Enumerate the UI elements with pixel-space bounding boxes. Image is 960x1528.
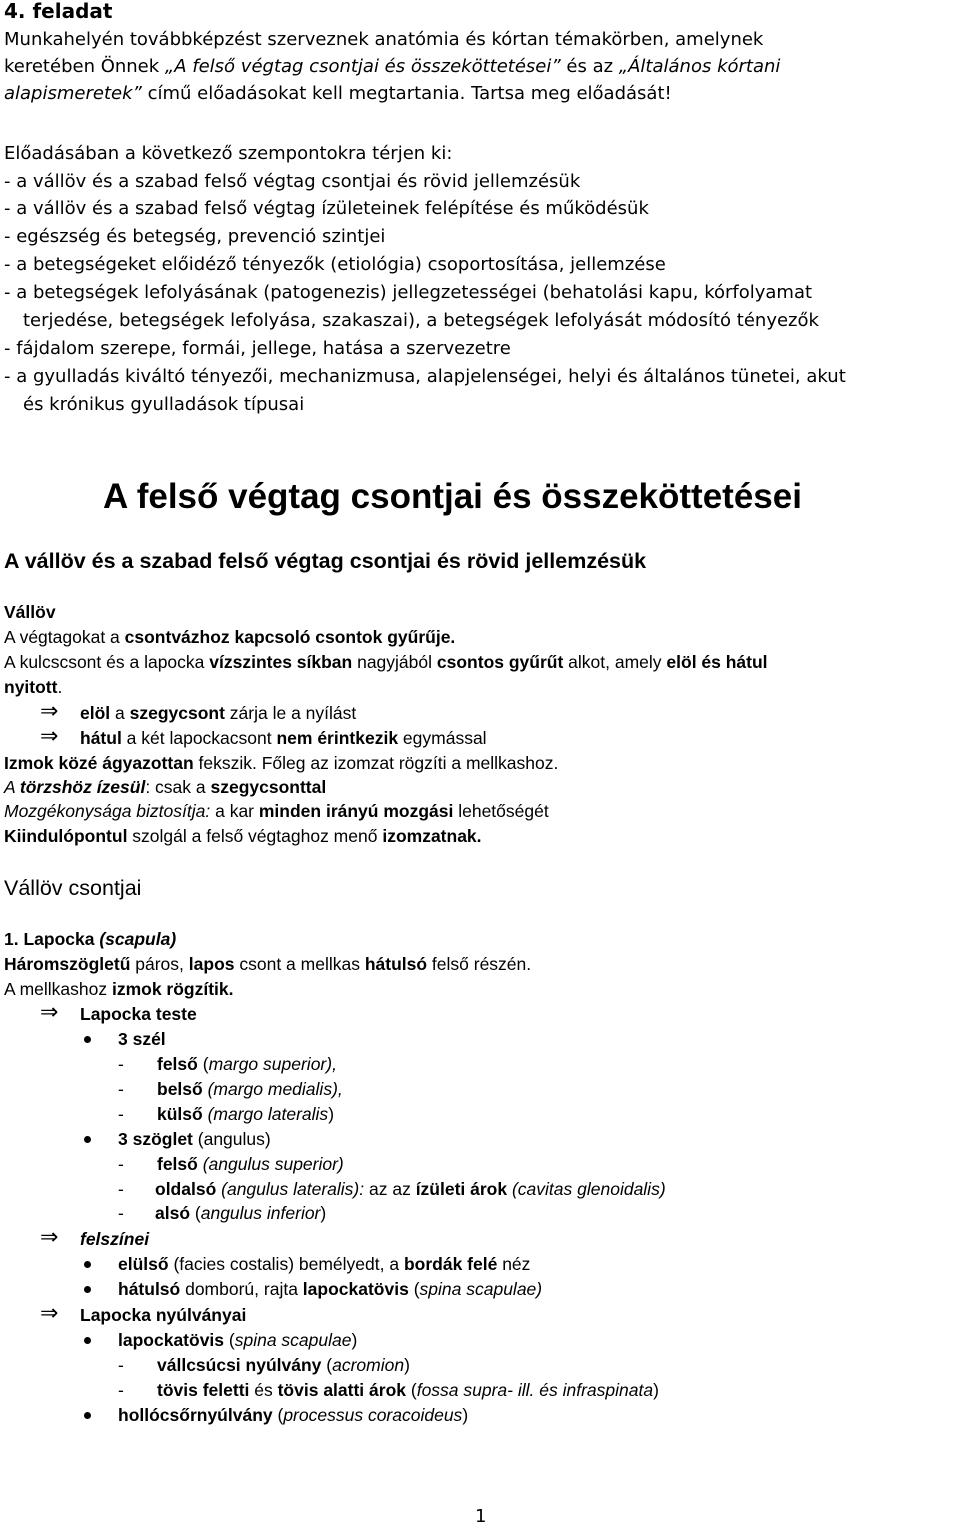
bullet-item: 3 szöglet (angulus) (118, 1129, 271, 1149)
para-line: Mozgékonysága biztosítja: a kar minden irányú mozgási lehetőségét (4, 801, 549, 821)
point-item: - fájdalom szerepe, formái, jellege, hatása a szervezetre (4, 338, 511, 359)
para-line: A törzshöz ízesül: csak a szegycsonttal (4, 777, 327, 797)
arrow-bullet-icon: ⇒ (40, 1000, 59, 1025)
dash-item: belső (margo medialis), (157, 1079, 343, 1099)
para-line: Háromszögletű páros, lapos csont a mellkas hátulsó felső részén. (4, 954, 532, 974)
point-item: - a betegségeket előidéző tényezők (etiológia) csoportosítása, jellemzése (4, 254, 666, 275)
bullet-dot-icon (84, 1337, 91, 1344)
arrow-bullet-icon: ⇒ (40, 699, 59, 724)
point-item: - a betegségek lefolyásának (patogenezis) jellegzetességei (behatolási kapu, kórfolyamat (4, 282, 813, 303)
dash-item: alsó (angulus inferior) (155, 1203, 327, 1223)
intro-line-1: Munkahelyén továbbképzést szerveznek anatómia és kórtan témakörben, amelynek (4, 29, 764, 50)
arrow-item: elöl a szegycsont zárja le a nyílást (80, 703, 357, 723)
bullet-item: elülső (facies costalis) bemélyedt, a bordák felé néz (118, 1254, 531, 1274)
task-heading: 4. feladat (4, 0, 113, 23)
dash-item: tövis feletti és tövis alatti árok (fossa supra- ill. és infraspinata) (157, 1380, 659, 1400)
point-item: - a gyulladás kiváltó tényezői, mechanizmusa, alapjelenségei, helyi és általános tünetei, akut (4, 366, 846, 387)
bullet-item: 3 szél (118, 1029, 166, 1049)
para-line: Kiindulópontul szolgál a felső végtaghoz menő izomzatnak. (4, 826, 482, 846)
dash-bullet: - (118, 1079, 124, 1099)
dash-bullet: - (118, 1154, 124, 1174)
para-line: A kulcscsont és a lapocka vízszintes síkban nagyjából csontos gyűrűt alkot, amely elöl és hátul (4, 652, 768, 672)
para-line: nyitott. (4, 677, 63, 697)
point-item: - a vállöv és a szabad felső végtag ízületeinek felépítése és működésük (4, 198, 649, 219)
bullet-dot-icon (84, 1136, 91, 1143)
intro-line-3: alapismeretek” című előadásokat kell megtartania. Tartsa meg előadását! (4, 83, 672, 104)
dash-bullet: - (118, 1179, 124, 1199)
bullet-item: lapockatövis (spina scapulae) (118, 1330, 358, 1350)
lapocka-heading: 1. Lapocka (scapula) (4, 929, 177, 949)
dash-item: felső (margo superior), (157, 1054, 337, 1074)
point-item-continuation: terjedése, betegségek lefolyása, szakaszai), a betegségek lefolyását módosító tényezők (23, 310, 819, 331)
arrow-item: Lapocka teste (80, 1004, 197, 1024)
vallov-label: Vállöv (4, 602, 56, 622)
subsection-title: Vállöv csontjai (4, 876, 142, 900)
arrow-item: Lapocka nyúlványai (80, 1305, 247, 1325)
dash-bullet: - (118, 1380, 124, 1400)
dash-item: vállcsúcsi nyúlvány (acromion) (157, 1355, 410, 1375)
bullet-dot-icon (84, 1286, 91, 1293)
points-intro: Előadásában a következő szempontokra térjen ki: (4, 143, 453, 164)
arrow-item: felszínei (80, 1229, 150, 1249)
arrow-item: hátul a két lapockacsont nem érintkezik egymással (80, 728, 487, 748)
para-line: A mellkashoz izmok rögzítik. (4, 979, 234, 999)
dash-bullet: - (118, 1104, 124, 1124)
bullet-item: hátulsó domború, rajta lapockatövis (spina scapulae) (118, 1279, 543, 1299)
arrow-bullet-icon: ⇒ (40, 1301, 59, 1326)
bullet-dot-icon (84, 1412, 91, 1419)
dash-bullet: - (118, 1355, 124, 1375)
dash-bullet: - (118, 1054, 124, 1074)
page-number: 1 (475, 1506, 487, 1527)
bullet-dot-icon (84, 1261, 91, 1268)
dash-bullet: - (118, 1203, 124, 1223)
dash-item: oldalsó (angulus lateralis): az az ízületi árok (cavitas glenoidalis) (155, 1179, 666, 1199)
dash-item: felső (angulus superior) (157, 1154, 344, 1174)
section-title: A vállöv és a szabad felső végtag csontjai és rövid jellemzésük (4, 549, 647, 573)
arrow-bullet-icon: ⇒ (40, 724, 59, 749)
dash-item: külső (margo lateralis) (157, 1104, 335, 1124)
point-item: - a vállöv és a szabad felső végtag csontjai és rövid jellemzésük (4, 171, 581, 192)
point-item: - egészség és betegség, prevenció szintjei (4, 226, 386, 247)
bullet-item: hollócsőrnyúlvány (processus coracoideus) (118, 1405, 469, 1425)
point-item-continuation: és krónikus gyulladások típusai (23, 394, 305, 415)
bullet-dot-icon (84, 1036, 91, 1043)
para-line: A végtagokat a csontvázhoz kapcsoló csontok gyűrűje. (4, 627, 456, 647)
para-line: Izmok közé ágyazottan fekszik. Főleg az izomzat rögzíti a mellkashoz. (4, 753, 559, 773)
intro-line-2: keretében Önnek „A felső végtag csontjai és összeköttetései” és az „Általános kórtani (4, 56, 781, 77)
arrow-bullet-icon: ⇒ (40, 1225, 59, 1250)
document-title: A felső végtag csontjai és összeköttetései (103, 477, 802, 516)
